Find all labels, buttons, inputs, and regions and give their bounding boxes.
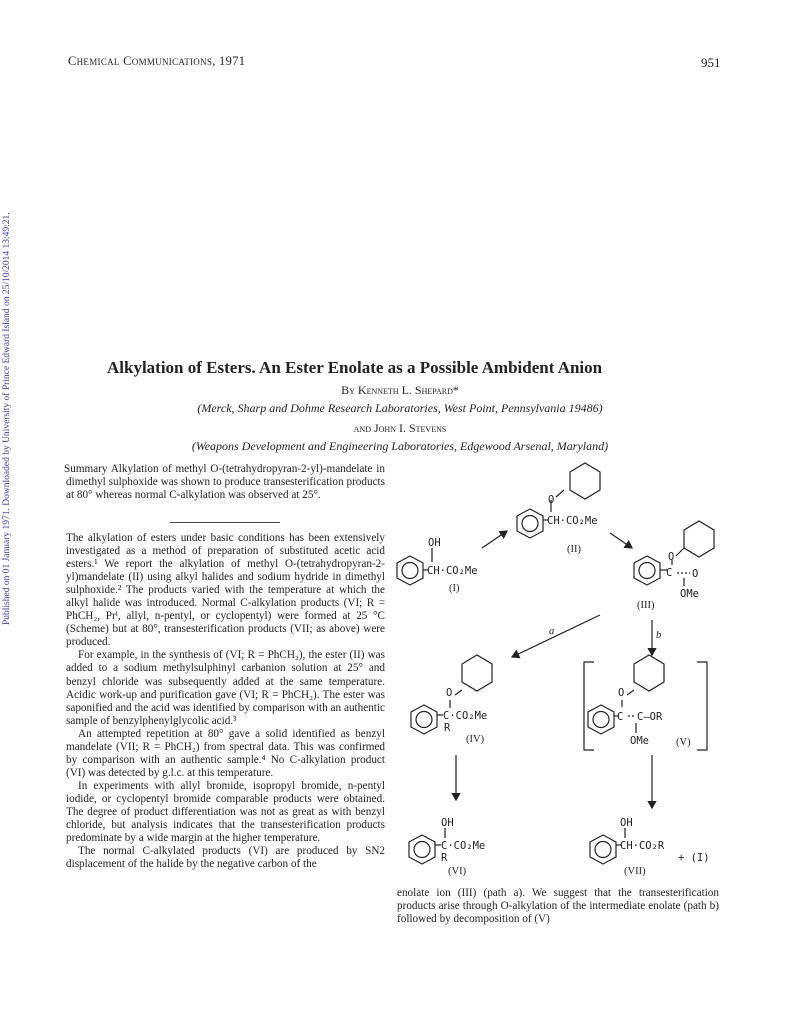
paragraph: In experiments with allyl bromide, isopropyl bromide, n-pentyl iodide, or cyclopentyl bromide comparable products were obtained. The degree of product differentiation was not as great as with benzyl chloride, but analysis indicates that the transesterification products predominate by a wide margin at the higher temperature.: [66, 779, 385, 845]
hydroxyl-label: OH: [620, 817, 633, 829]
paragraph: The normal C-alkylated products (VI) are produced by SN2 displacement of the halide by the negative carbon of the: [66, 845, 385, 871]
enolate-carbon-label: C: [617, 711, 624, 723]
author-line-2: and John I. Stevens: [353, 421, 447, 435]
compound-label-I: (I): [449, 583, 460, 594]
download-note[interactable]: Published on 01 January 1971. Downloaded by University of Prince Edward Island on 25/10/2014 13:49:21.: [2, 212, 12, 625]
affiliation-2: (Weapons Development and Engineering Laboratories, Edgewood Arsenal, Maryland): [191, 439, 609, 453]
enolate-oxygen-label: O: [692, 568, 699, 580]
ether-oxygen-label: O: [446, 687, 453, 699]
benzene-ring-VI: [409, 835, 435, 864]
summary-divider: [170, 522, 280, 523]
ether-oxygen-label: O: [668, 551, 675, 563]
pyran-ring-IV: [462, 655, 492, 691]
hydroxyl-label: OH: [428, 537, 441, 549]
ester-group-label: CH·CO₂Me: [547, 515, 598, 527]
path-label-b: b: [656, 630, 662, 641]
plus-compound-I-label: + (I): [678, 852, 710, 864]
path-label-a: a: [549, 626, 555, 637]
paragraph: For example, in the synthesis of (VI; R = PhCH₂), the ester (II) was added to a sodium methylsulphinyl carbanion solution at 25° and benzyl chloride was subsequently added at the same temperature. Acidic work-up and purification gave (VI; R = PhCH₂). The ester was saponified and the acid was identified by comparison with an authentic sample of benzylphenylglycolic acid.³: [66, 649, 385, 727]
ester-group-label: CH·CO₂Me: [427, 565, 478, 577]
methoxy-label: OMe: [680, 588, 699, 600]
benzene-ring-IV: [411, 705, 437, 734]
ester-group-label: CH·CO₂R: [620, 840, 665, 852]
paragraph: The alkylation of esters under basic conditions has been extensively investigated as a method of preparation of substituted acetic acid esters.¹ We report the alkylation of methyl O-(tetrahydropyran-2-yl)mandelate (II) using alkyl halides and sodium hydride in dimethyl sulphoxide.² The products varied with the temperature at which the alkyl halide was introduced. Normal C-alkylation products (VI; R = PhCH₂, Prⁱ, allyl, n-pentyl, or cyclopentyl) were formed at 25 °C (Scheme) but at 80°, transesterification products (VII; as above) were produced.: [66, 532, 385, 649]
benzene-ring-III: [634, 556, 660, 585]
compound-label-VII: (VII): [624, 866, 646, 877]
left-column: [66, 532, 385, 871]
alkyl-group-label: R: [444, 722, 451, 734]
pyran-ring-II: [570, 463, 600, 499]
enolate-carbon-label: C: [666, 567, 673, 579]
benzene-ring-VII: [590, 835, 616, 864]
affiliation-1: (Merck, Sharp and Dohme Research Laboratories, West Point, Pennsylvania 19486): [197, 401, 603, 415]
compound-label-IV: (IV): [466, 734, 485, 745]
compound-label-II: (II): [567, 544, 581, 555]
ether-oxygen-label: O: [548, 494, 555, 506]
benzene-ring-I: [397, 556, 423, 585]
paragraph: An attempted repetition at 80° gave a solid identified as benzyl mandelate (VII; R = PhCH₂) from spectral data. This was confirmed by comparison with an authentic sample.⁴ No C-alkylation product (VI) was detected by g.l.c. at this temperature.: [66, 727, 385, 779]
benzene-ring-V: [588, 705, 614, 734]
ether-oxygen-label: O: [618, 687, 625, 699]
methoxy-label: OMe: [630, 735, 649, 747]
ester-group-label: C·CO₂Me: [441, 840, 486, 852]
compound-label-VI: (VI): [448, 866, 467, 877]
benzene-ring-II: [517, 509, 543, 538]
alkoxy-label: C—OR: [637, 711, 663, 723]
reaction-scheme: [390, 460, 720, 885]
pyran-ring-V: [634, 655, 664, 691]
hydroxyl-label: OH: [441, 817, 454, 829]
ester-group-label: C·CO₂Me: [443, 710, 488, 722]
author-line-1: By Kenneth L. Shepard*: [341, 383, 459, 397]
page-number: 951: [701, 55, 721, 70]
journal-header: Chemical Communications, 1971: [68, 54, 246, 68]
compound-label-III: (III): [637, 600, 655, 611]
article-title: Alkylation of Esters. An Ester Enolate as a Possible Ambident Anion: [107, 358, 603, 377]
summary: Summary Alkylation of methyl O-(tetrahydropyran-2-yl)-mandelate in dimethyl sulphoxide was shown to produce transesterification products at 80° whereas normal C-alkylation was observed at 25°.: [64, 463, 385, 501]
pyran-ring-III: [684, 521, 714, 557]
alkyl-group-label: R: [441, 852, 448, 864]
compound-label-V: (V): [676, 737, 691, 748]
right-column-text: enolate ion (III) (path a). We suggest that the transesterification products arise through O-alkylation of the intermediate enolate (path b) followed by decomposition of (V): [397, 887, 719, 926]
